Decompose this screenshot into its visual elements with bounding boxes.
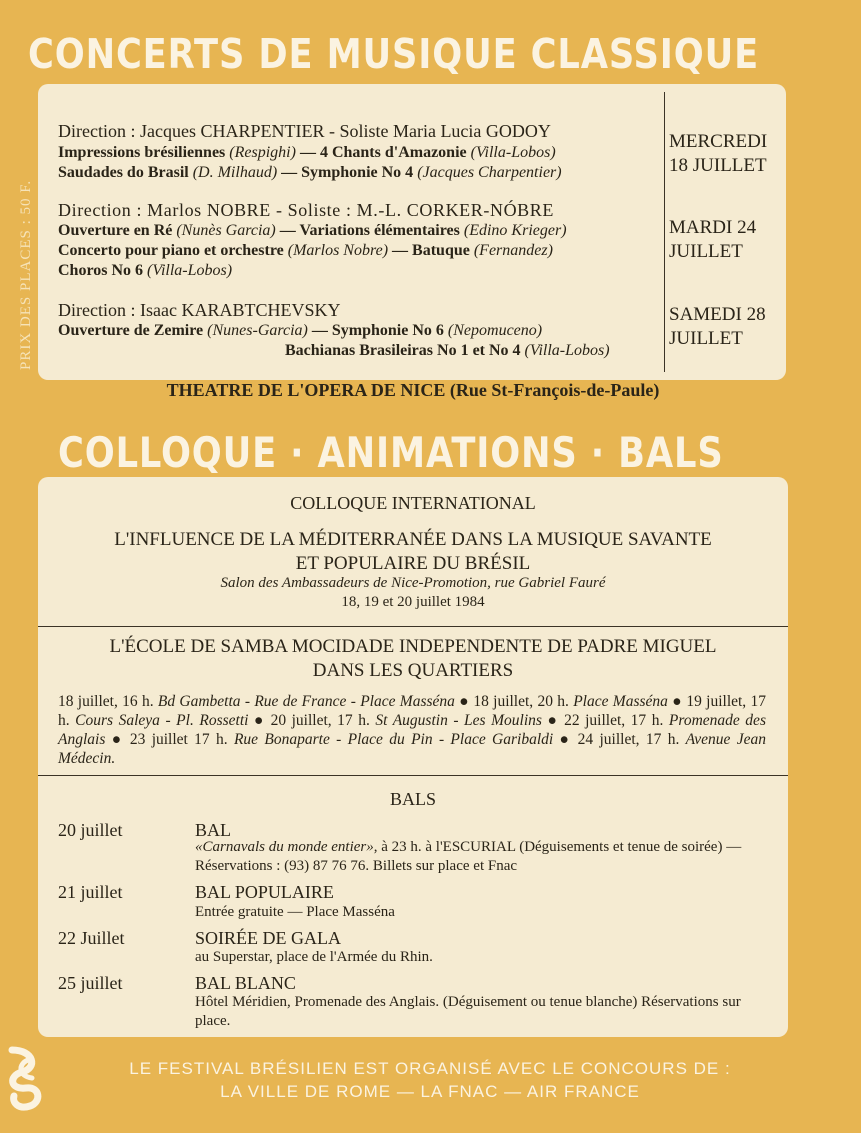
bals-heading: BALS	[389, 789, 436, 809]
program-line: Choros No 6 (Villa-Lobos)	[58, 262, 233, 279]
bal-title: SOIRÉE DE GALA	[195, 928, 341, 948]
colloque-title-1: L'INFLUENCE DE LA MÉDITERRANÉE DANS LA MUSIQUE SAVANTE	[114, 529, 712, 550]
festival-logo-icon	[4, 1040, 48, 1120]
colloque-place: Salon des Ambassadeurs de Nice-Promotion, rue Gabriel Fauré	[220, 575, 606, 591]
bal-date: 25 juillet	[58, 973, 123, 993]
bal-date: 20 juillet	[58, 820, 123, 840]
divider	[38, 626, 788, 627]
price-label: PRIX DES PLACES : 50 F.	[18, 179, 34, 370]
venue: THEATRE DE L'OPERA DE NICE (Rue St-François-de-Paule)	[166, 380, 660, 400]
concert-direction: Direction : Jacques CHARPENTIER - Soliste Maria Lucia GODOY	[58, 121, 551, 141]
price-sidebar	[0, 120, 34, 370]
bal-description: Hôtel Méridien, Promenade des Anglais. (Déguisement ou tenue blanche) Réservations sur place.	[195, 994, 741, 1029]
concert-date: MERCREDI 18 JUILLET	[669, 131, 768, 176]
program-line: Impressions brésiliennes (Respighi) — 4 Chants d'Amazonie (Villa-Lobos)	[58, 144, 556, 161]
page-title: CONCERTS DE MUSIQUE CLASSIQUE	[28, 30, 760, 78]
colloque-title-2: ET POPULAIRE DU BRÉSIL	[295, 553, 531, 574]
colloque-label: COLLOQUE INTERNATIONAL	[290, 493, 536, 513]
bal-description: Entrée gratuite — Place Masséna	[195, 904, 395, 920]
samba-title-2: DANS LES QUARTIERS	[312, 660, 514, 681]
column-divider	[664, 92, 665, 372]
program-line: Ouverture de Zemire (Nunes-Garcia) — Symphonie No 6 (Nepomuceno)	[58, 322, 543, 339]
program-line: Ouverture en Ré (Nunès Garcia) — Variations élémentaires (Edino Krieger)	[58, 222, 567, 239]
concert-direction: Direction : Isaac KARABTCHEVSKY	[58, 300, 341, 320]
bal-description: au Superstar, place de l'Armée du Rhin.	[195, 949, 433, 965]
program-line: Saudades do Brasil (D. Milhaud) — Symphonie No 4 (Jacques Charpentier)	[58, 164, 562, 181]
divider	[38, 775, 788, 776]
program-line: Concerto pour piano et orchestre (Marlos Nobre) — Batuque (Fernandez)	[58, 242, 553, 259]
bal-description: «Carnavals du monde entier», à 23 h. à l'ESCURIAL (Déguisements et tenue de soirée) — Réservations : (93) 87 76 76. Billets sur place et Fnac	[195, 839, 742, 874]
footer: LE FESTIVAL BRÉSILIEN EST ORGANISÉ AVEC LE CONCOURS DE : LA VILLE DE ROME — LA FNAC — AIR FRANCE	[129, 1059, 731, 1101]
concert-date: MARDI 24 JUILLET	[669, 217, 757, 262]
samba-title-1: L'ÉCOLE DE SAMBA MOCIDADE INDEPENDENTE DE PADRE MIGUEL	[109, 636, 717, 657]
concert-date: SAMEDI 28 JUILLET	[669, 304, 766, 349]
concert-direction: Direction : Marlos NOBRE - Soliste : M.-L. CORKER-NÓBRE	[58, 200, 554, 220]
bal-title: BAL BLANC	[195, 973, 296, 993]
section-title: COLLOQUE · ANIMATIONS · BALS	[58, 428, 724, 477]
colloque-dates: 18, 19 et 20 juillet 1984	[341, 594, 485, 610]
bal-date: 22 Juillet	[58, 928, 125, 948]
bal-title: BAL POPULAIRE	[195, 882, 334, 902]
bal-title: BAL	[195, 820, 231, 840]
bal-date: 21 juillet	[58, 882, 123, 902]
samba-schedule: 18 juillet, 16 h. Bd Gambetta - Rue de France - Place Masséna ● 18 juillet, 20 h. Place Masséna ● 19 juillet, 17 h. Cours Saleya - Pl. Rossetti ● 20 juillet, 17 h. St Augustin - Les Moulins ● 22 juillet, 17 h. Promenade des Anglais ● 23 juillet 17 h. Rue Bonaparte - Place du Pin - Place Garibaldi ● 24 juillet, 17 h. Avenue Jean Médecin.	[58, 693, 766, 767]
program-line: Bachianas Brasileiras No 1 et No 4 (Villa-Lobos)	[285, 342, 610, 359]
